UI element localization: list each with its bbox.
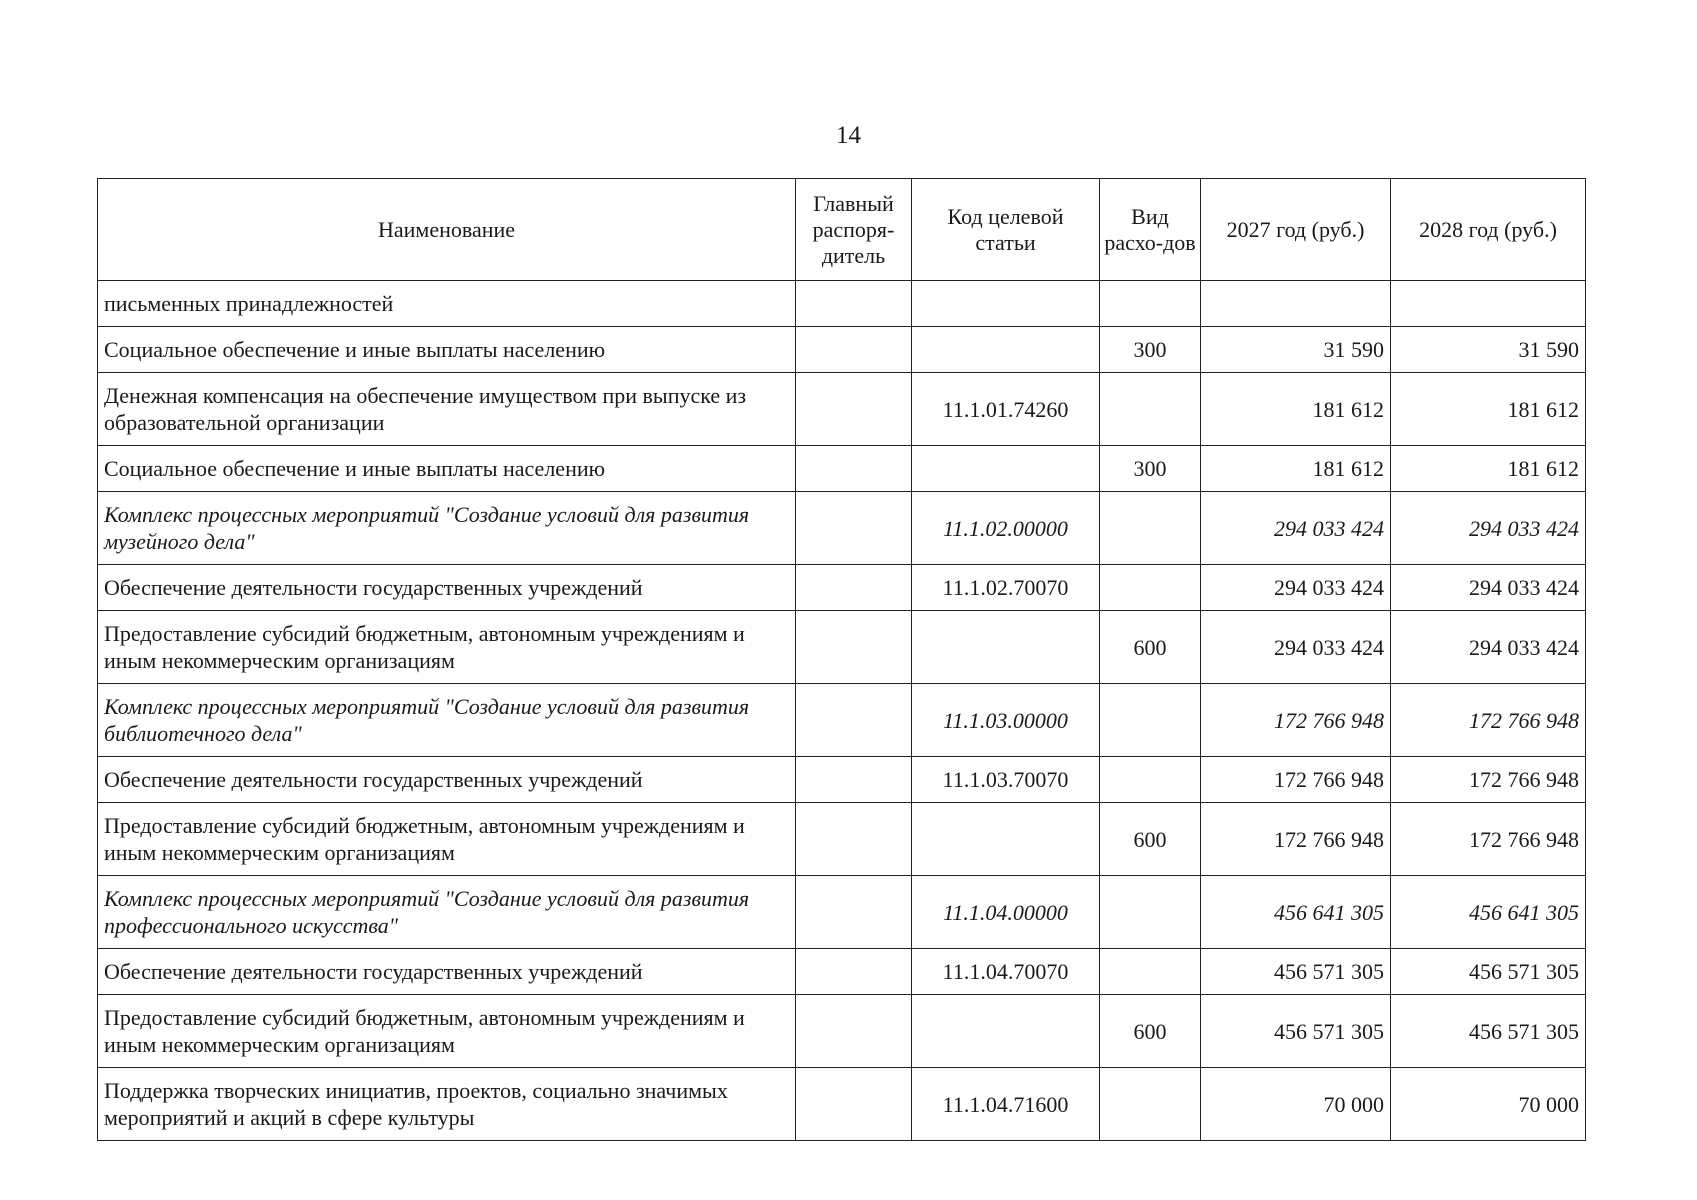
- cell-name: Поддержка творческих инициатив, проектов, социально значимых мероприятий и акций в сфере культуры: [98, 1068, 796, 1141]
- cell-manager: [796, 611, 912, 684]
- header-code: Код целевой статьи: [912, 179, 1100, 281]
- header-2028: 2028 год (руб.): [1391, 179, 1586, 281]
- cell-2028: 172 766 948: [1391, 684, 1586, 757]
- cell-name: Денежная компенсация на обеспечение имуществом при выпуске из образовательной организации: [98, 373, 796, 446]
- cell-2027: 172 766 948: [1201, 757, 1391, 803]
- cell-manager: [796, 446, 912, 492]
- cell-name: Обеспечение деятельности государственных учреждений: [98, 949, 796, 995]
- cell-code: 11.1.04.71600: [912, 1068, 1100, 1141]
- cell-name: Комплекс процессных мероприятий "Создание условий для развития профессионального искусства": [98, 876, 796, 949]
- cell-code: 11.1.03.00000: [912, 684, 1100, 757]
- cell-manager: [796, 876, 912, 949]
- cell-2028: 172 766 948: [1391, 757, 1586, 803]
- cell-2027: 294 033 424: [1201, 611, 1391, 684]
- cell-type: 300: [1100, 327, 1201, 373]
- cell-type: [1100, 373, 1201, 446]
- cell-type: [1100, 565, 1201, 611]
- cell-2027: 456 641 305: [1201, 876, 1391, 949]
- table-row: [98, 565, 1586, 611]
- table-row: [98, 684, 1586, 757]
- cell-2028: 294 033 424: [1391, 565, 1586, 611]
- cell-code: [912, 327, 1100, 373]
- cell-2028: [1391, 281, 1586, 327]
- cell-type: 600: [1100, 803, 1201, 876]
- cell-code: [912, 803, 1100, 876]
- table-row: [98, 803, 1586, 876]
- cell-type: [1100, 684, 1201, 757]
- table-body: [98, 281, 1586, 1141]
- cell-2027: 456 571 305: [1201, 949, 1391, 995]
- cell-2028: 294 033 424: [1391, 611, 1586, 684]
- cell-2028: 70 000: [1391, 1068, 1586, 1141]
- cell-manager: [796, 492, 912, 565]
- cell-code: 11.1.02.70070: [912, 565, 1100, 611]
- cell-type: [1100, 876, 1201, 949]
- table-row: [98, 281, 1586, 327]
- cell-type: [1100, 281, 1201, 327]
- cell-2028: 456 571 305: [1391, 995, 1586, 1068]
- cell-manager: [796, 995, 912, 1068]
- cell-manager: [796, 757, 912, 803]
- cell-type: [1100, 1068, 1201, 1141]
- cell-manager: [796, 1068, 912, 1141]
- cell-2028: 456 571 305: [1391, 949, 1586, 995]
- cell-type: [1100, 492, 1201, 565]
- cell-type: [1100, 949, 1201, 995]
- header-name: Наименование: [98, 179, 796, 281]
- cell-code: 11.1.03.70070: [912, 757, 1100, 803]
- cell-name: Социальное обеспечение и иные выплаты населению: [98, 446, 796, 492]
- cell-name: Социальное обеспечение и иные выплаты населению: [98, 327, 796, 373]
- cell-name: Комплекс процессных мероприятий "Создание условий для развития музейного дела": [98, 492, 796, 565]
- cell-manager: [796, 803, 912, 876]
- table-row: [98, 327, 1586, 373]
- cell-type: [1100, 757, 1201, 803]
- cell-2027: 456 571 305: [1201, 995, 1391, 1068]
- cell-name: Предоставление субсидий бюджетным, автономным учреждениям и иным некоммерческим организациям: [98, 803, 796, 876]
- table-header-row: [98, 179, 1586, 281]
- cell-2027: [1201, 281, 1391, 327]
- cell-code: 11.1.04.00000: [912, 876, 1100, 949]
- cell-2027: 70 000: [1201, 1068, 1391, 1141]
- cell-manager: [796, 281, 912, 327]
- budget-table: [97, 178, 1586, 1141]
- cell-code: [912, 281, 1100, 327]
- cell-code: [912, 611, 1100, 684]
- cell-2028: 181 612: [1391, 373, 1586, 446]
- cell-name: Предоставление субсидий бюджетным, автономным учреждениям и иным некоммерческим организациям: [98, 611, 796, 684]
- cell-manager: [796, 949, 912, 995]
- cell-name: Предоставление субсидий бюджетным, автономным учреждениям и иным некоммерческим организациям: [98, 995, 796, 1068]
- cell-manager: [796, 565, 912, 611]
- cell-name: Обеспечение деятельности государственных учреждений: [98, 757, 796, 803]
- cell-code: [912, 446, 1100, 492]
- cell-2028: 456 641 305: [1391, 876, 1586, 949]
- table-row: [98, 995, 1586, 1068]
- cell-2028: 181 612: [1391, 446, 1586, 492]
- cell-name: Обеспечение деятельности государственных учреждений: [98, 565, 796, 611]
- page-number: 14: [836, 122, 861, 149]
- cell-2028: 172 766 948: [1391, 803, 1586, 876]
- cell-2027: 294 033 424: [1201, 492, 1391, 565]
- table-row: [98, 1068, 1586, 1141]
- cell-2027: 181 612: [1201, 446, 1391, 492]
- cell-code: [912, 995, 1100, 1068]
- cell-name: письменных принадлежностей: [98, 281, 796, 327]
- table-row: [98, 492, 1586, 565]
- header-2027: 2027 год (руб.): [1201, 179, 1391, 281]
- cell-2027: 181 612: [1201, 373, 1391, 446]
- cell-code: 11.1.04.70070: [912, 949, 1100, 995]
- cell-code: 11.1.02.00000: [912, 492, 1100, 565]
- cell-type: 600: [1100, 611, 1201, 684]
- table-row: [98, 373, 1586, 446]
- cell-2028: 31 590: [1391, 327, 1586, 373]
- header-type: Вид расхо-дов: [1100, 179, 1201, 281]
- cell-2027: 172 766 948: [1201, 803, 1391, 876]
- cell-manager: [796, 373, 912, 446]
- cell-type: 600: [1100, 995, 1201, 1068]
- table-row: [98, 611, 1586, 684]
- cell-name: Комплекс процессных мероприятий "Создание условий для развития библиотечного дела": [98, 684, 796, 757]
- table-row: [98, 757, 1586, 803]
- cell-manager: [796, 327, 912, 373]
- cell-2028: 294 033 424: [1391, 492, 1586, 565]
- cell-2027: 172 766 948: [1201, 684, 1391, 757]
- cell-type: 300: [1100, 446, 1201, 492]
- header-manager: Главный распоря-дитель: [796, 179, 912, 281]
- cell-2027: 294 033 424: [1201, 565, 1391, 611]
- cell-2027: 31 590: [1201, 327, 1391, 373]
- table-row: [98, 949, 1586, 995]
- cell-manager: [796, 684, 912, 757]
- table-row: [98, 446, 1586, 492]
- cell-code: 11.1.01.74260: [912, 373, 1100, 446]
- table-row: [98, 876, 1586, 949]
